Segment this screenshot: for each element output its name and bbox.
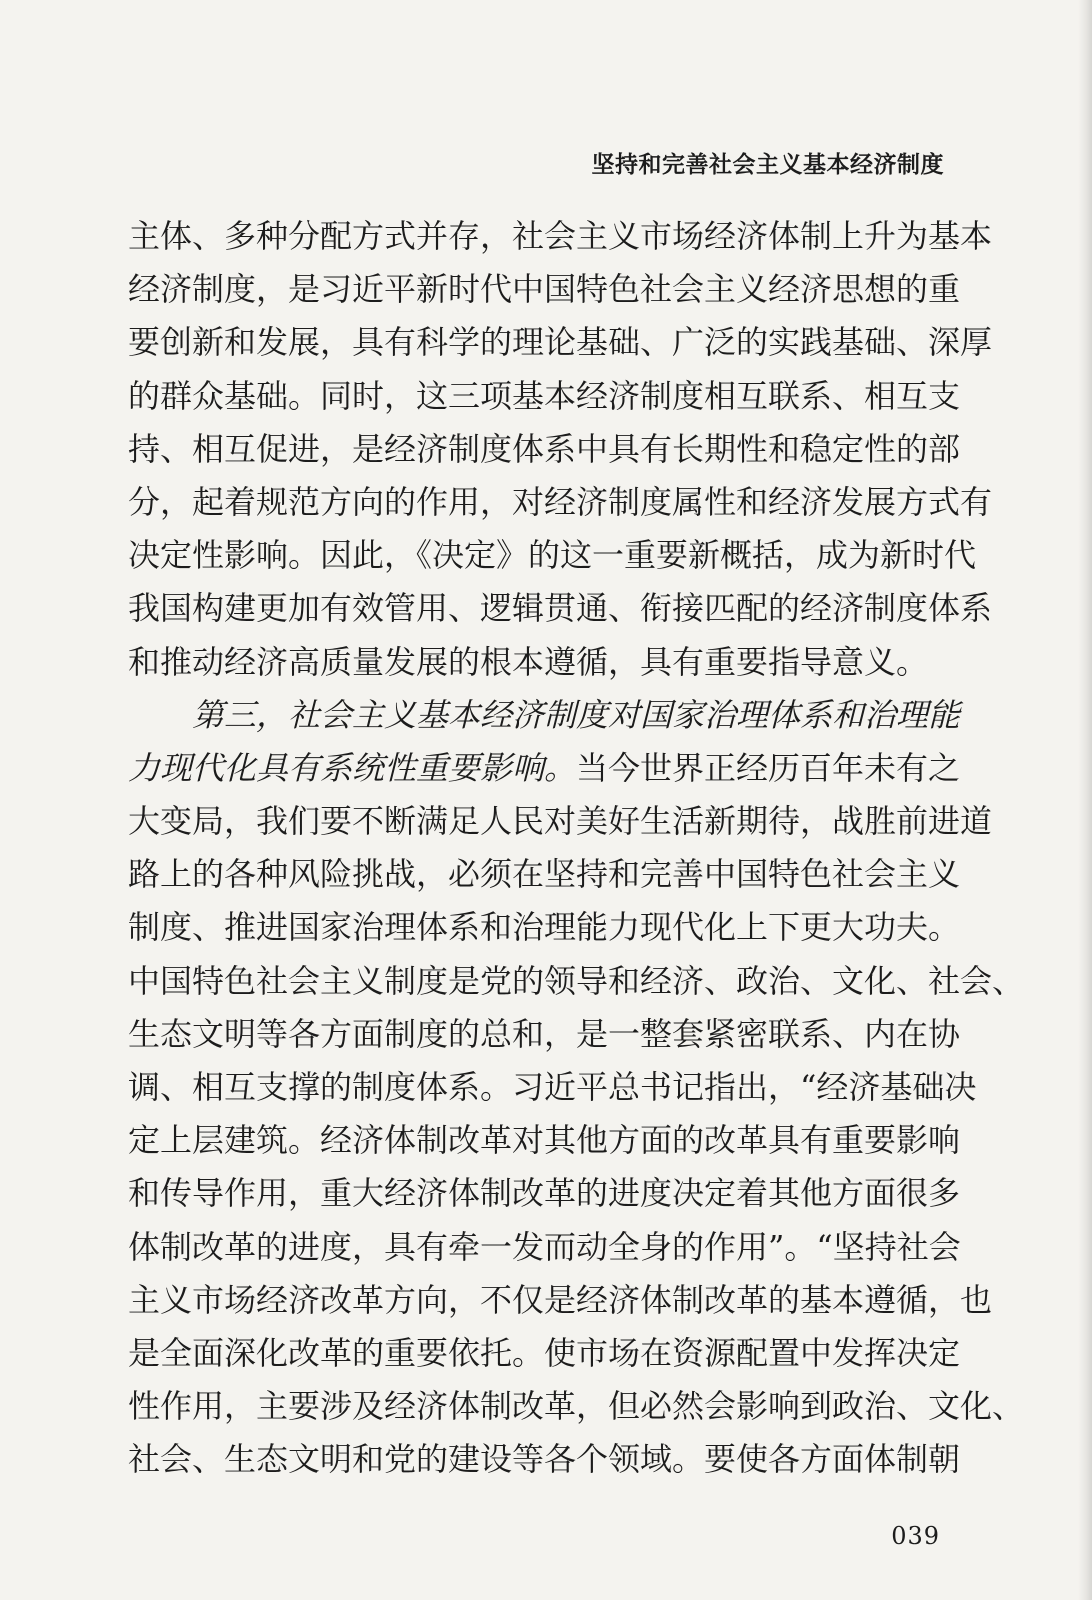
text-line: 制度、推进国家治理体系和治理能力现代化上下更大功夫。	[128, 908, 961, 947]
text-line: 调、相互支撑的制度体系。习近平总书记指出，“经济基础决	[128, 1068, 977, 1106]
scan-edge-shadow	[1078, 0, 1092, 1600]
text-line: 社会、生态文明和党的建设等各个领域。要使各方面体制朝	[128, 1440, 961, 1479]
text-line	[128, 742, 961, 795]
emphasized-text: 力现代化具有系统性重要影响。	[128, 748, 577, 787]
text-line: 生态文明等各方面制度的总和，是一整套紧密联系、内在协	[128, 1014, 961, 1053]
text-line: 分，起着规范方向的作用，对经济制度属性和经济发展方式有	[128, 482, 993, 521]
emphasized-text: 第三，社会主义基本经济制度对国家治理体系和治理能	[192, 695, 961, 734]
text-line: 主体、多种分配方式并存，社会主义市场经济体制上升为基本	[128, 217, 993, 255]
text-line: 定上层建筑。经济体制改革对其他方面的改革具有重要影响	[128, 1121, 961, 1160]
page-number: 039	[891, 1522, 940, 1550]
text-line: 要创新和发展，具有科学的理论基础、广泛的实践基础、深厚	[128, 323, 993, 362]
text-line: 路上的各种风险挑战，必须在坚持和完善中国特色社会主义	[128, 855, 961, 894]
text-line: 持、相互促进，是经济制度体系中具有长期性和稳定性的部	[128, 429, 961, 468]
text-line: 我国构建更加有效管用、逻辑贯通、衔接匹配的经济制度体系	[128, 589, 993, 628]
text-line: 大变局，我们要不断满足人民对美好生活新期待，战胜前进道	[128, 802, 993, 841]
text-line: 的群众基础。同时，这三项基本经济制度相互联系、相互支	[128, 376, 961, 415]
body-text	[128, 210, 1025, 1487]
text-segment: 当今世界正经历百年未有之	[576, 748, 961, 787]
text-line: 中国特色社会主义制度是党的领导和经济、政治、文化、社会、	[128, 961, 1025, 1000]
text-line: 主义市场经济改革方向，不仅是经济体制改革的基本遵循，也	[128, 1280, 993, 1319]
text-line: 是全面深化改革的重要依托。使市场在资源配置中发挥决定	[128, 1333, 961, 1372]
text-line: 和推动经济高质量发展的根本遵循，具有重要指导意义。	[128, 642, 929, 681]
text-line: 决定性影响。因此，《决定》的这一重要新概括，成为新时代	[128, 536, 977, 575]
text-line: 性作用，主要涉及经济体制改革，但必然会影响到政治、文化、	[128, 1387, 1025, 1426]
text-line: 和传导作用，重大经济体制改革的进度决定着其他方面很多	[128, 1174, 961, 1213]
paragraph-heading-line	[128, 689, 961, 742]
text-line: 体制改革的进度，具有牵一发而动全身的作用”。“坚持社会	[128, 1227, 961, 1266]
text-line: 经济制度，是习近平新时代中国特色社会主义经济思想的重	[128, 270, 961, 309]
running-head: 坚持和完善社会主义基本经济制度	[591, 152, 944, 178]
